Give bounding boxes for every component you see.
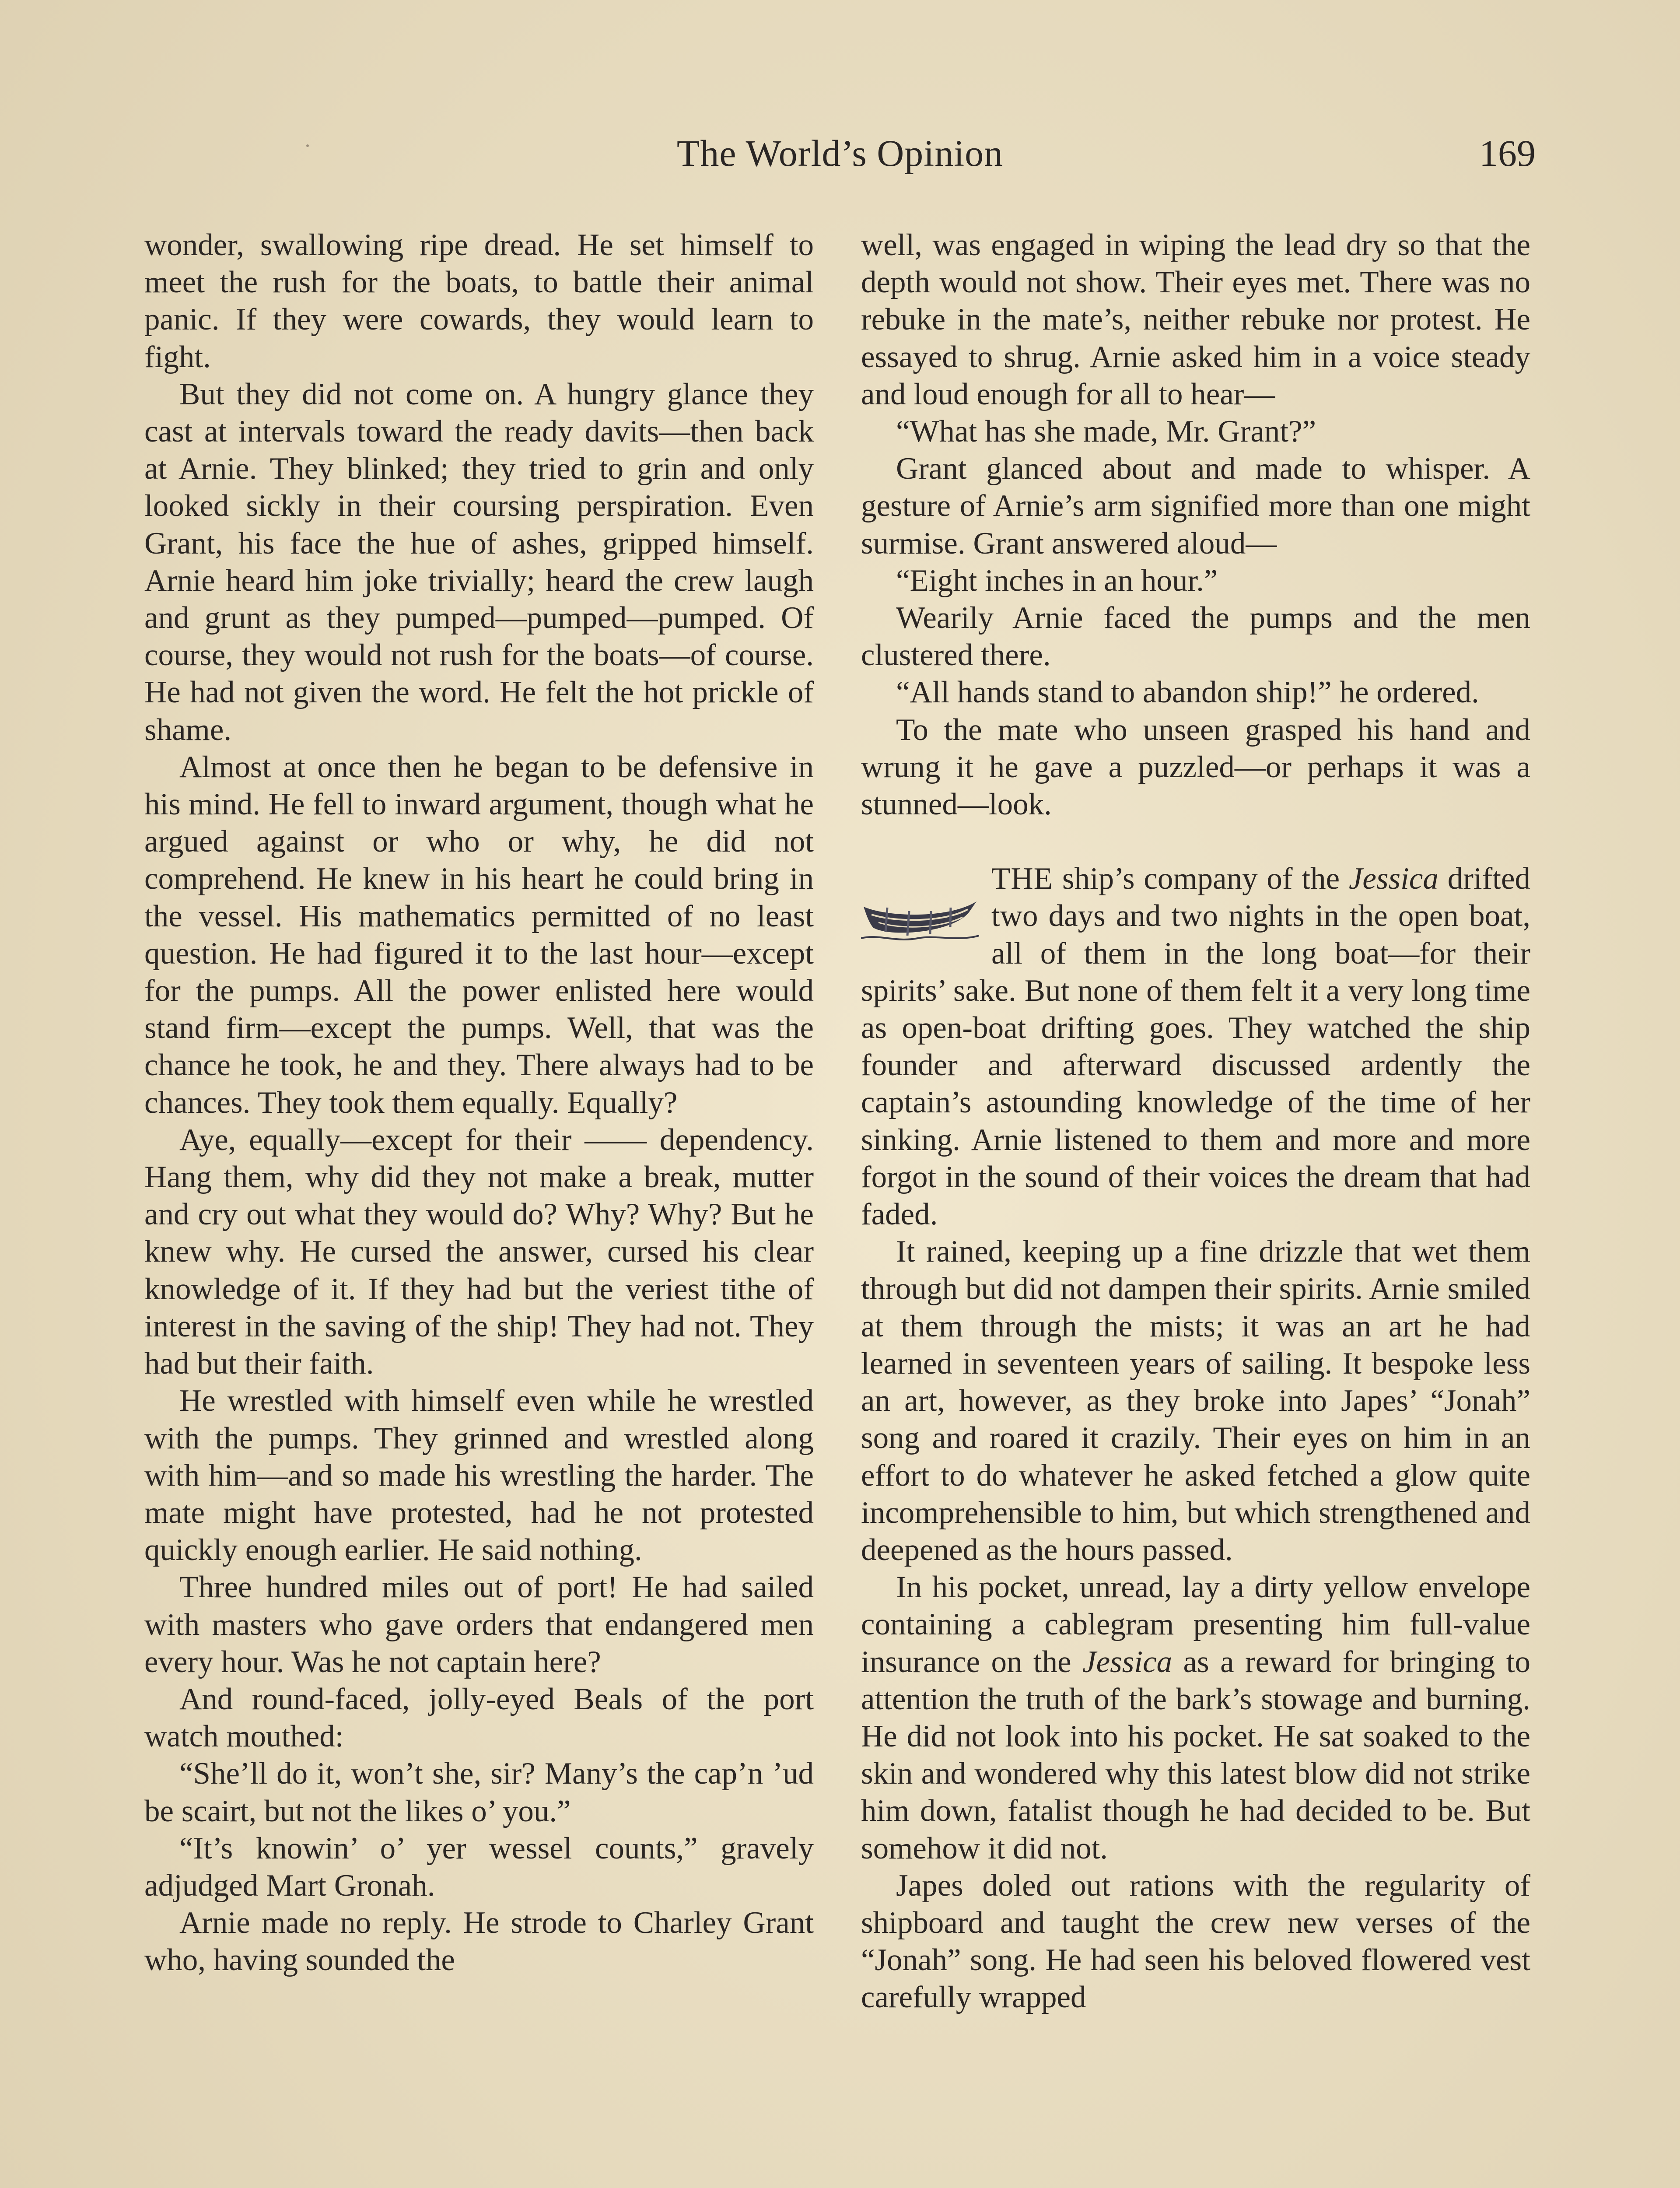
running-head xyxy=(144,131,1536,184)
paragraph xyxy=(861,1569,1530,1867)
paragraph: well, was engaged in wiping the lead dry so that the depth would not show. Their eyes met. There was no rebuke in the mate’s, neither rebuke nor protest. He essayed to shrug. Arnie asked him in a voice steady and loud enough for all to hear— xyxy=(861,228,1530,411)
dialogue-paragraph: “She’ll do it, won’t she, sir? Many’s the cap’n ’ud be scairt, but not the likes o’ you.” xyxy=(144,1757,814,1828)
paragraph: Aye, equally—except for their —— dependency. Hang them, why did they not make a break, mutter and cry out what they would do? Why? Why? But he knew why. He cursed the answer, cursed his clear knowledge of it. If they had but the veriest tithe of interest in the saving of the ship! They had not. They had but their faith. xyxy=(144,1122,814,1381)
paragraph: But they did not come on. A hungry glance they cast at intervals toward the ready davits—then back at Arnie. They blinked; they tried to grin and only looked sickly in their coursing perspiration. Even Grant, his face the hue of ashes, gripped himself. Arnie heard him joke trivially; heard the crew laugh and grunt as they pumped—pumped—pumped. Of course, they would not rush for the boats—of course. He had not given the word. He felt the hot prickle of shame. xyxy=(144,377,814,747)
paragraph: And round-faced, jolly-eyed Beals of the port watch mouthed: xyxy=(144,1682,814,1754)
ship-name: Jessica xyxy=(1348,862,1438,896)
paragraph-text: as a reward for bringing to attention the truth of the bark’s stowage and burning. He did not look into his pocket. He sat soaked to the skin and wondered why this latest blow did not strike him down, fatalist though he had decided to be. But somehow it did not. xyxy=(861,1645,1530,1865)
paragraph: Wearily Arnie faced the pumps and the men clustered there. xyxy=(861,601,1530,673)
page-number: 169 xyxy=(1479,132,1536,174)
paragraph: He wrestled with himself even while he wrestled with the pumps. They grinned and wrestled along with him—and so made his wrestling the harder. The mate might have protested, had he not protested quickly enough earlier. He said nothing. xyxy=(144,1384,814,1567)
right-column xyxy=(861,227,1530,2016)
section-lead-text: drifted two days and two nights in the open boat, all of them in the long boat—for their spirits’ sake. But none of them felt it a very long time as open-boat drifting goes. They watched the ship founder and afterward discussed ardently the captain’s astounding knowledge of the time of her sinking. Arnie listened to them and more and more forgot in the sound of their voices the dream that had faded. xyxy=(861,862,1530,1232)
paragraph: Three hundred miles out of port! He had sailed with masters who gave orders that endangered men every hour. Was he not captain here? xyxy=(144,1570,814,1679)
running-title: The World’s Opinion xyxy=(676,132,1004,174)
section-lead-word: THE xyxy=(991,862,1054,896)
paragraph: To the mate who unseen grasped his hand and wrung it he gave a puzzled—or perhaps it was a stunned—look. xyxy=(861,712,1530,822)
paragraph: Arnie made no reply. He strode to Charley Grant who, having sounded the xyxy=(144,1906,814,1978)
paragraph: Almost at once then he began to be defensive in his mind. He fell to inward argument, though what he argued against or who or why, he did not comprehend. He knew in his heart he could bring in the vessel. His mathematics permitted of no least question. He had figured it to the last hour—except for the pumps. All the power enlisted here would stand firm—except the pumps. Well, that was the chance he took, he and they. There always had to be chances. They took them equally. Equally? xyxy=(144,750,814,1120)
section-lead-paragraph xyxy=(861,860,1530,1233)
rowboat-icon xyxy=(861,864,984,970)
ship-name: Jessica xyxy=(1082,1645,1172,1679)
paragraph-text: In his pocket, unread, lay a dirty yellow envelope containing a cablegram presenting him full-value insurance on the xyxy=(861,1570,1530,1679)
dialogue-paragraph: “All hands stand to abandon ship!” he ordered. xyxy=(896,675,1479,710)
dialogue-paragraph: “Eight inches in an hour.” xyxy=(896,563,1218,598)
dialogue-paragraph: “It’s knowin’ o’ yer wessel counts,” gravely adjudged Mart Gronah. xyxy=(144,1831,814,1903)
paragraph: Grant glanced about and made to whisper. A gesture of Arnie’s arm signified more than one might surmise. Grant answered aloud— xyxy=(861,452,1530,561)
left-column xyxy=(144,227,814,1979)
section-break xyxy=(861,823,1530,860)
paragraph: wonder, swallowing ripe dread. He set himself to meet the rush for the boats, to battle their animal panic. If they were cowards, they would learn to fight. xyxy=(144,228,814,374)
dialogue-paragraph: “What has she made, Mr. Grant?” xyxy=(896,414,1316,449)
section-lead-text: ship’s company of the xyxy=(1053,862,1349,896)
paragraph: Japes doled out rations with the regularity of shipboard and taught the crew new verses of the “Jonah” song. He had seen his beloved flowered vest carefully wrapped xyxy=(861,1868,1530,2015)
paragraph: It rained, keeping up a fine drizzle that wet them through but did not dampen their spirits. Arnie smiled at them through the mists; it was an art he had learned in seventeen years of sailing. It bespoke less an art, however, as they broke into Japes’ “Jonah” song and roared it crazily. Their eyes on him in an effort to do whatever he asked fetched a glow quite incomprehensible to him, but which strengthened and deepened as the hours passed. xyxy=(861,1234,1530,1567)
